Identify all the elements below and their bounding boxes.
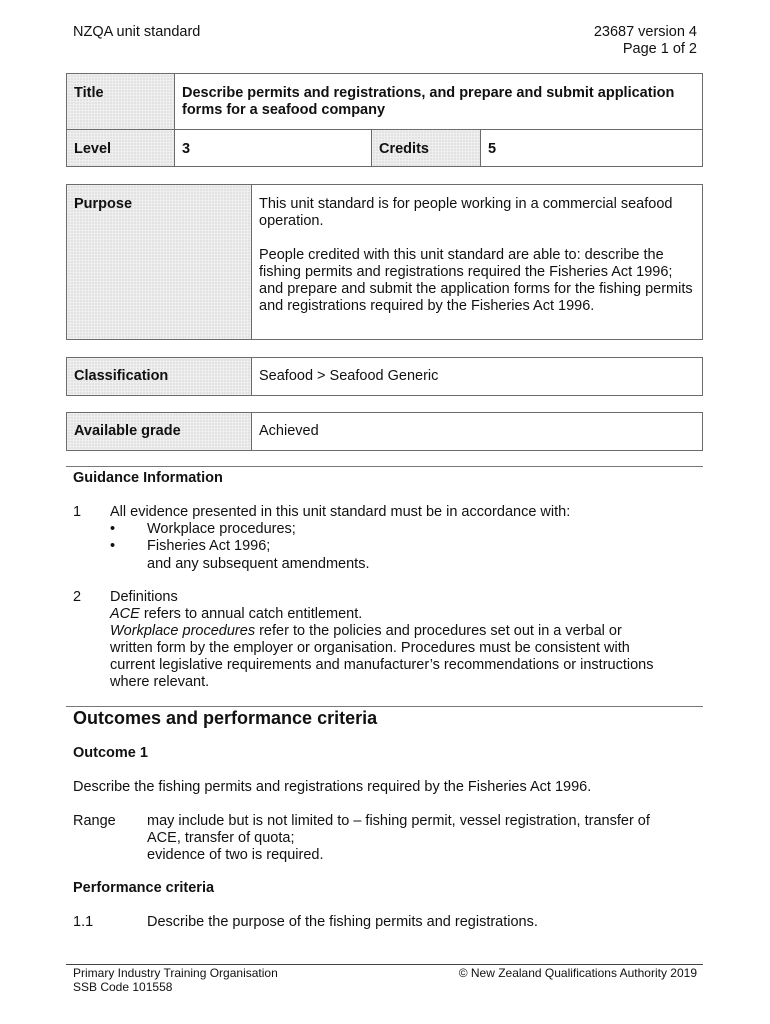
title-table [66,73,703,167]
definition-workplace-procedures [110,623,622,640]
pc-1-number: 1.1 [73,914,94,930]
guidance-bullet-2: Fisheries Act 1996; [147,538,271,554]
purpose-para-2: People credited with this unit standard are able to: describe the fishing permits and registrations required the Fisheries Act 1996; and prepare and submit the application forms for the fishing permits and registrations required by the Fisheries Act 1996. [259,247,693,314]
performance-criteria-heading: Performance criteria [73,880,215,896]
wp-definition-line-3: current legislative requirements and manufacturer’s recommendations or instructions [110,657,654,673]
definitions-heading: Definitions [110,589,178,605]
grade-table [66,412,703,451]
ace-term: ACE [110,606,140,622]
credits-value: 5 [481,130,703,167]
purpose-para-1: This unit standard is for people working in a commercial seafood operation. [259,196,673,229]
guidance-item-2-number: 2 [73,589,82,605]
wp-definition-line-1: refer to the policies and procedures set out in a verbal or [255,623,622,639]
guidance-item-1-number: 1 [73,504,82,520]
purpose-label: Purpose [67,185,252,340]
wp-definition-line-4: where relevant. [110,674,210,690]
level-label: Level [67,130,175,167]
range-label: Range [73,813,116,829]
outcomes-heading: Outcomes and performance criteria [73,708,378,728]
classification-table [66,357,703,396]
level-value: 3 [175,130,372,167]
version-info [594,24,697,58]
footer-ssb-code: SSB Code 101558 [73,980,173,994]
purpose-text [252,185,703,340]
pc-1-text: Describe the purpose of the fishing permits and registrations. [147,914,538,930]
guidance-heading: Guidance Information [73,470,223,486]
standard-name: NZQA unit standard [73,24,201,40]
bullet-icon: • [110,538,116,554]
range-line-2: ACE, transfer of quota; [147,830,295,846]
classification-label: Classification [67,358,252,396]
divider [66,466,703,467]
grade-value: Achieved [252,413,703,451]
footer-divider [66,964,703,965]
definition-ace [110,606,362,623]
page-number: Page 1 of 2 [622,41,697,57]
footer-copyright: © New Zealand Qualifications Authority 2019 [458,966,697,980]
outcome-1-text: Describe the fishing permits and registrations required by the Fisheries Act 1996. [73,779,592,795]
outcome-1-heading: Outcome 1 [73,745,148,761]
range-line-3: evidence of two is required. [147,847,324,863]
credits-label: Credits [372,130,481,167]
version-number: 23687 version 4 [593,24,697,40]
wp-definition-line-2: written form by the employer or organisation. Procedures must be consistent with [110,640,630,656]
purpose-table [66,184,703,340]
range-line-1: may include but is not limited to – fishing permit, vessel registration, transfer of [147,813,650,829]
divider [66,706,703,707]
grade-label: Available grade [67,413,252,451]
guidance-bullet-1: Workplace procedures; [147,521,296,537]
classification-value: Seafood > Seafood Generic [252,358,703,396]
guidance-item-1-intro: All evidence presented in this unit standard must be in accordance with: [110,504,571,520]
footer-org: Primary Industry Training Organisation [73,966,278,980]
title-label: Title [67,74,175,130]
title-value: Describe permits and registrations, and prepare and submit application forms for a seafood company [175,74,703,130]
workplace-procedures-term: Workplace procedures [110,623,256,639]
ace-definition: refers to annual catch entitlement. [139,606,363,622]
bullet-icon: • [110,521,116,537]
guidance-item-1-tail: and any subsequent amendments. [147,556,370,572]
